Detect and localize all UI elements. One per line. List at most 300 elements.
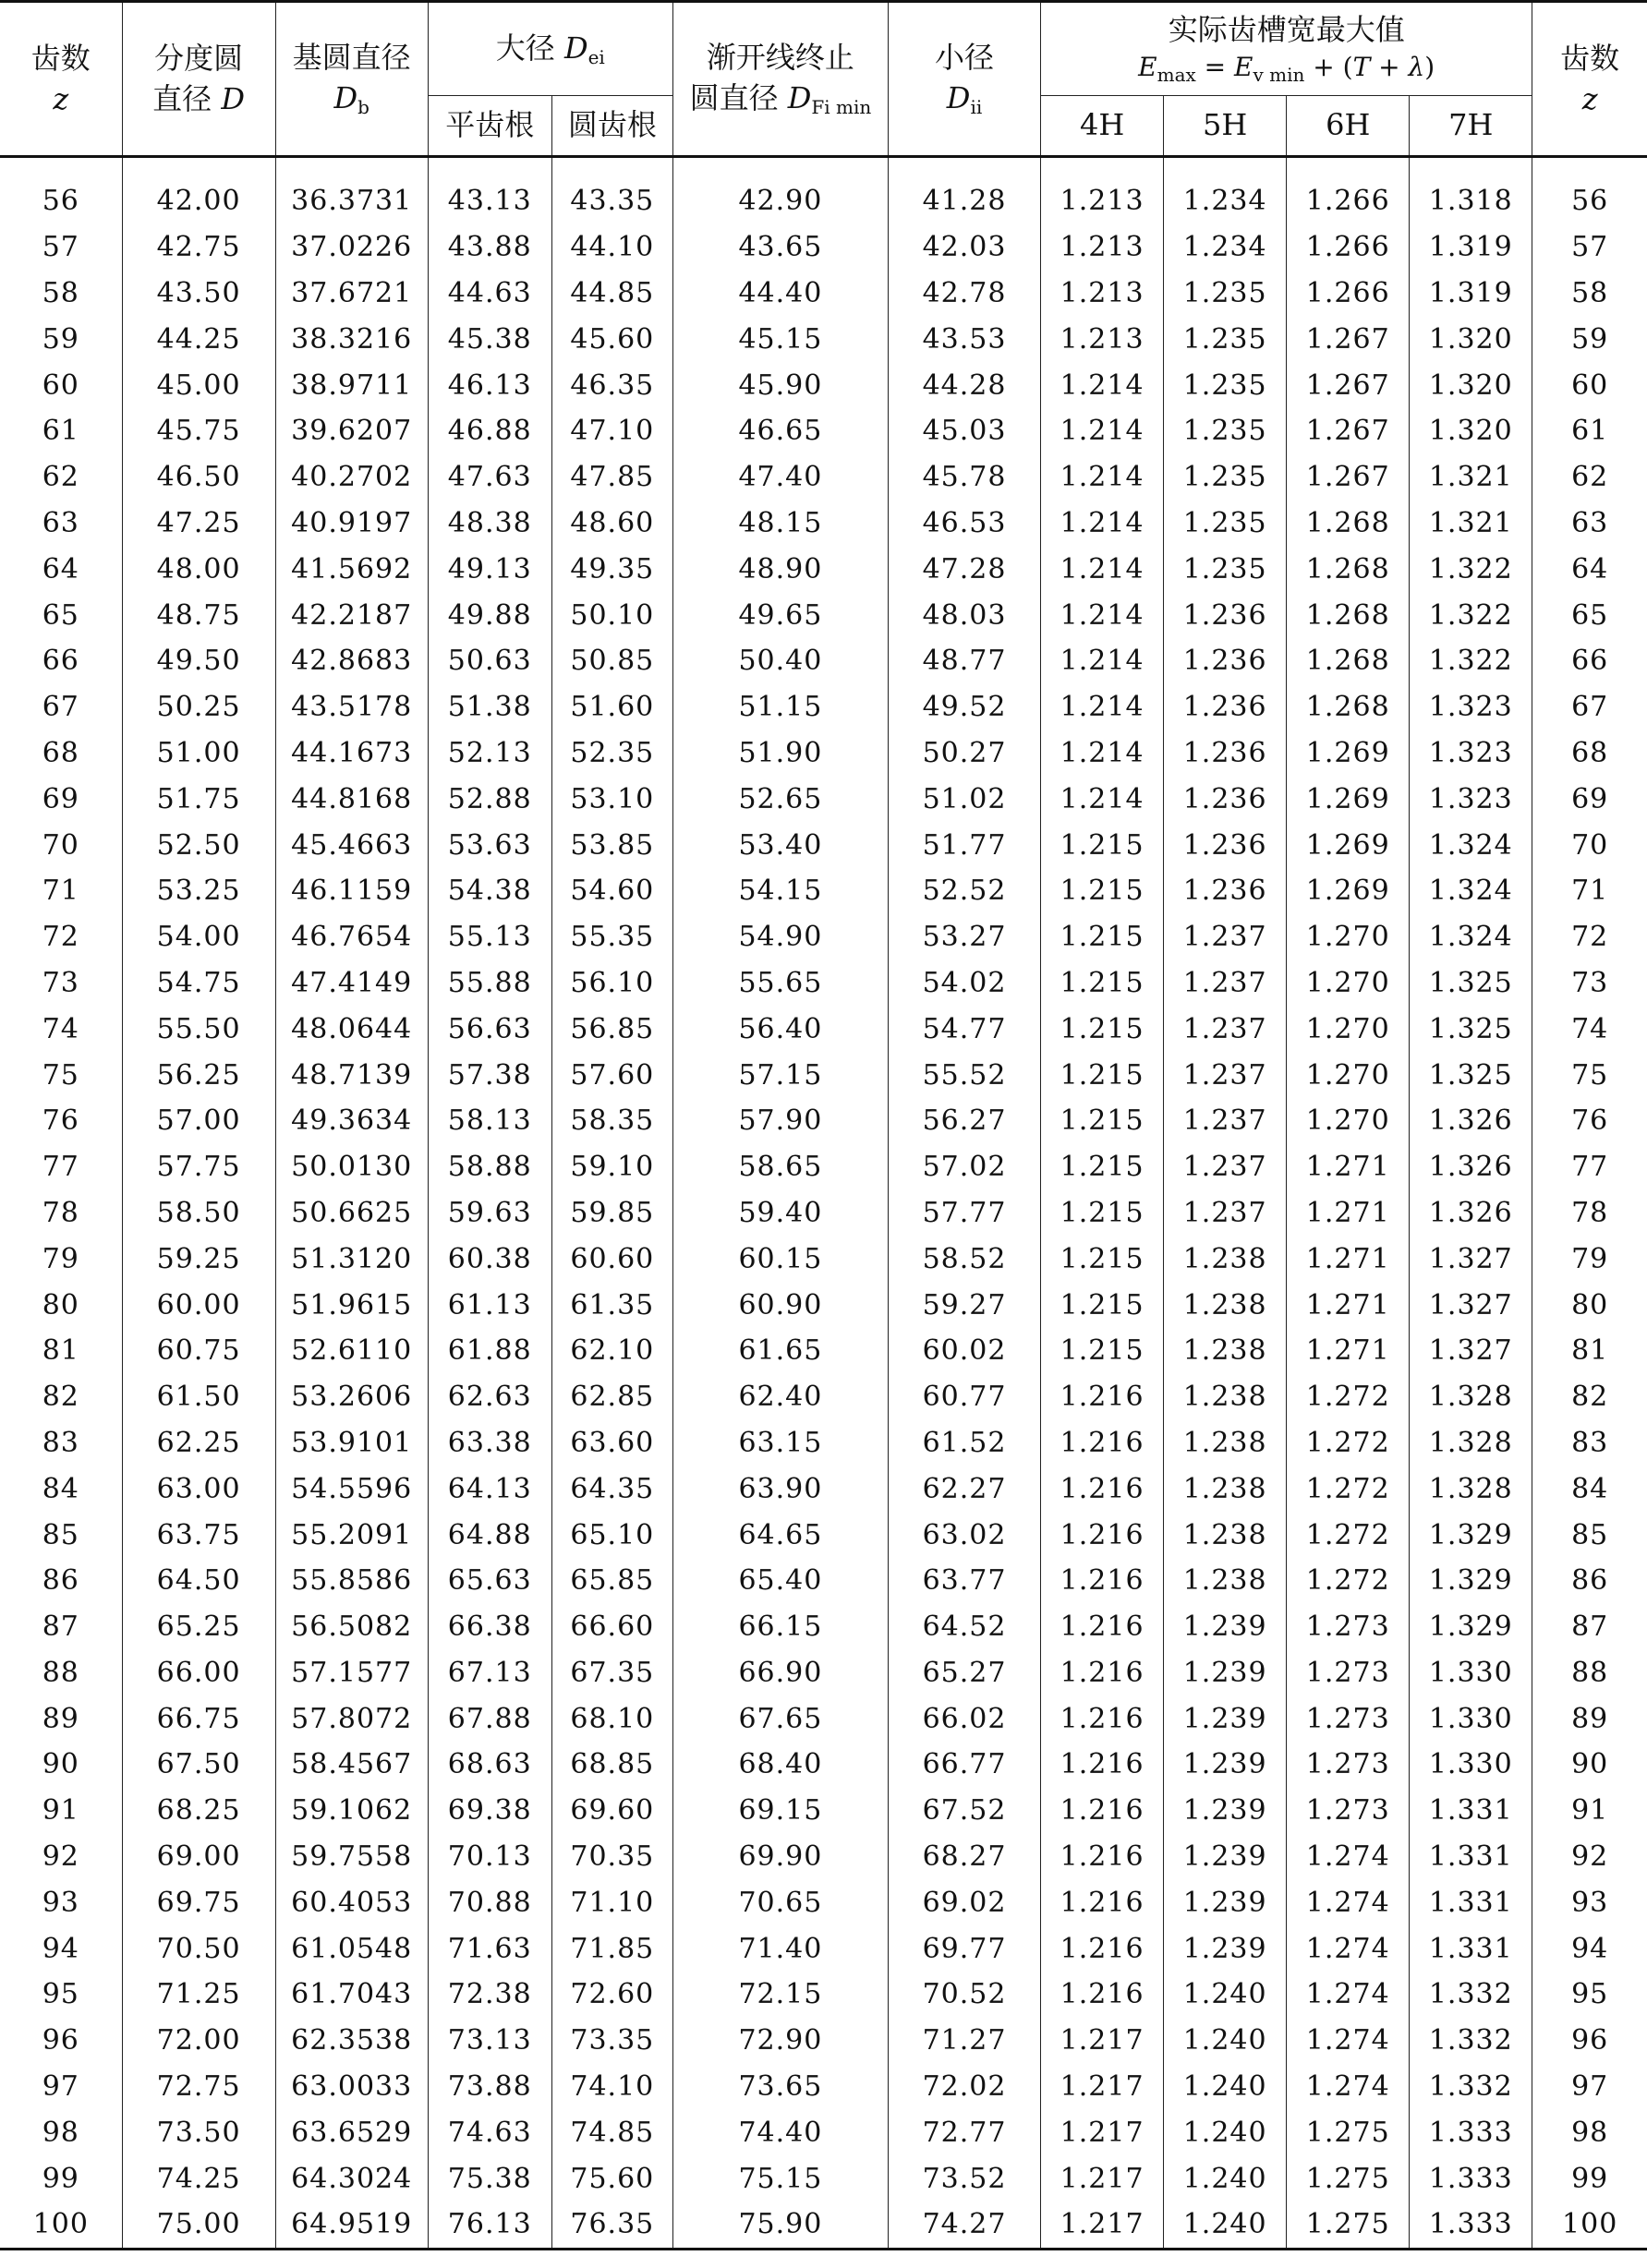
table-cell: 43.13 [428, 178, 551, 224]
table-cell: 1.270 [1287, 1052, 1410, 1098]
table-cell: 1.217 [1041, 2155, 1164, 2202]
table-cell: 56.85 [551, 1006, 672, 1052]
table-cell: 88 [0, 1650, 122, 1696]
table-cell: 83 [1532, 1420, 1647, 1466]
table-cell: 91 [0, 1788, 122, 1834]
table-row [0, 730, 1647, 777]
table-cell: 56.63 [428, 1006, 551, 1052]
table-cell: 65.10 [551, 1512, 672, 1558]
table-cell: 51.9615 [275, 1282, 428, 1328]
table-cell: 74.10 [551, 2064, 672, 2110]
table-cell: 1.238 [1164, 1236, 1287, 1282]
table-cell: 75 [1532, 1052, 1647, 1098]
table-cell: 1.328 [1410, 1466, 1532, 1512]
table-cell: 1.217 [1041, 2202, 1164, 2249]
table-row [0, 2018, 1647, 2064]
table-cell: 1.235 [1164, 546, 1287, 592]
table-cell: 48.77 [888, 638, 1040, 684]
table-cell: 93 [1532, 1879, 1647, 1925]
table-cell: 1.271 [1287, 1144, 1410, 1190]
table-cell: 45.90 [672, 362, 888, 408]
table-cell: 1.332 [1410, 2064, 1532, 2110]
table-cell: 1.216 [1041, 1558, 1164, 1604]
table-cell: 1.275 [1287, 2155, 1410, 2202]
table-cell: 1.275 [1287, 2202, 1410, 2249]
table-cell: 1.236 [1164, 776, 1287, 822]
header-space-label: 实际齿槽宽最大值 [1168, 11, 1405, 47]
table-cell: 1.270 [1287, 914, 1410, 960]
table-cell: 1.268 [1287, 546, 1410, 592]
table-cell: 49.35 [551, 546, 672, 592]
table-cell: 80 [0, 1282, 122, 1328]
header-pitch-diameter [122, 2, 275, 157]
table-cell: 1.330 [1410, 1650, 1532, 1696]
table-cell: 1.237 [1164, 1144, 1287, 1190]
table-cell: 54.77 [888, 1006, 1040, 1052]
table-cell: 1.216 [1041, 1834, 1164, 1880]
table-cell: 1.217 [1041, 2109, 1164, 2155]
table-cell: 1.213 [1041, 178, 1164, 224]
table-cell: 55.8586 [275, 1558, 428, 1604]
table-cell: 79 [0, 1236, 122, 1282]
table-cell: 1.239 [1164, 1834, 1287, 1880]
table-cell: 74 [1532, 1006, 1647, 1052]
table-row [0, 1650, 1647, 1696]
table-cell: 56 [0, 178, 122, 224]
table-cell: 90 [1532, 1742, 1647, 1788]
table-cell: 1.235 [1164, 271, 1287, 317]
table-cell: 57.1577 [275, 1650, 428, 1696]
table-cell: 70.35 [551, 1834, 672, 1880]
table-cell: 1.215 [1041, 1006, 1164, 1052]
header-flat-root: 平齿根 [428, 96, 551, 157]
table-cell: 77 [0, 1144, 122, 1190]
table-cell: 43.65 [672, 224, 888, 271]
table-cell: 49.50 [122, 638, 275, 684]
table-cell: 60.38 [428, 1236, 551, 1282]
table-cell: 53.2606 [275, 1374, 428, 1420]
table-cell: 70.65 [672, 1879, 888, 1925]
table-cell: 1.235 [1164, 501, 1287, 547]
table-cell: 69.77 [888, 1925, 1040, 1972]
table-cell: 43.88 [428, 224, 551, 271]
header-base-diameter [275, 2, 428, 157]
header-teeth-right-label: 齿数 [1560, 41, 1620, 77]
table-cell: 57.77 [888, 1190, 1040, 1237]
table-cell: 44.63 [428, 271, 551, 317]
table-cell: 1.214 [1041, 546, 1164, 592]
table-cell: 56.5082 [275, 1604, 428, 1650]
table-cell: 1.214 [1041, 684, 1164, 730]
table-cell: 67.35 [551, 1650, 672, 1696]
table-cell: 1.328 [1410, 1420, 1532, 1466]
table-cell: 1.238 [1164, 1420, 1287, 1466]
table-cell: 1.216 [1041, 1466, 1164, 1512]
table-cell: 1.236 [1164, 730, 1287, 777]
table-cell: 1.333 [1410, 2202, 1532, 2249]
table-cell: 1.269 [1287, 822, 1410, 868]
table-cell: 1.271 [1287, 1328, 1410, 1374]
table-cell: 48.38 [428, 501, 551, 547]
table-row [0, 2155, 1647, 2202]
table-cell: 89 [1532, 1695, 1647, 1742]
table-cell: 65.25 [122, 1604, 275, 1650]
table-cell: 45.78 [888, 454, 1040, 501]
table-cell: 37.0226 [275, 224, 428, 271]
table-cell: 61.35 [551, 1282, 672, 1328]
table-cell: 70.88 [428, 1879, 551, 1925]
table-body [0, 157, 1647, 2250]
header-pitch-label1: 分度圆 [154, 41, 244, 77]
table-row [0, 822, 1647, 868]
table-cell: 1.271 [1287, 1236, 1410, 1282]
table-cell: 69.00 [122, 1834, 275, 1880]
table-cell: 1.215 [1041, 960, 1164, 1007]
table-cell: 91 [1532, 1788, 1647, 1834]
table-cell: 84 [0, 1466, 122, 1512]
table-cell: 1.267 [1287, 362, 1410, 408]
table-cell: 43.35 [551, 178, 672, 224]
table-cell: 54.02 [888, 960, 1040, 1007]
table-cell: 96 [0, 2018, 122, 2064]
table-cell: 42.78 [888, 271, 1040, 317]
table-cell: 1.329 [1410, 1558, 1532, 1604]
table-cell: 52.13 [428, 730, 551, 777]
table-cell: 99 [0, 2155, 122, 2202]
table-cell: 72.75 [122, 2064, 275, 2110]
table-cell: 1.236 [1164, 638, 1287, 684]
table-cell: 51.60 [551, 684, 672, 730]
table-cell: 71 [1532, 868, 1647, 914]
table-cell: 51.75 [122, 776, 275, 822]
table-cell: 55.65 [672, 960, 888, 1007]
table-cell: 46.13 [428, 362, 551, 408]
header-involute-end [672, 2, 888, 157]
table-cell: 40.9197 [275, 501, 428, 547]
table-cell: 58.50 [122, 1190, 275, 1237]
table-cell: 1.215 [1041, 914, 1164, 960]
table-cell: 74 [0, 1006, 122, 1052]
table-cell: 1.236 [1164, 868, 1287, 914]
table-cell: 1.271 [1287, 1190, 1410, 1237]
table-cell: 75 [0, 1052, 122, 1098]
table-cell: 1.332 [1410, 2018, 1532, 2064]
table-cell: 65 [1532, 592, 1647, 638]
table-cell: 1.239 [1164, 1604, 1287, 1650]
table-cell: 87 [0, 1604, 122, 1650]
header-minor-sub: ii [970, 95, 983, 118]
table-cell: 1.331 [1410, 1834, 1532, 1880]
table-cell: 44.25 [122, 316, 275, 362]
header-base-symbol: D [333, 79, 358, 115]
table-cell: 1.215 [1041, 1236, 1164, 1282]
table-cell: 60.75 [122, 1328, 275, 1374]
table-cell: 75.90 [672, 2202, 888, 2249]
table-row [0, 1512, 1647, 1558]
table-cell: 64.88 [428, 1512, 551, 1558]
table-cell: 59 [1532, 316, 1647, 362]
table-cell: 53.40 [672, 822, 888, 868]
header-involute-label1: 渐开线终止 [706, 40, 854, 76]
table-cell: 1.273 [1287, 1788, 1410, 1834]
table-cell: 59 [0, 316, 122, 362]
table-cell: 58.13 [428, 1098, 551, 1144]
table-cell: 68.40 [672, 1742, 888, 1788]
table-cell: 60.00 [122, 1282, 275, 1328]
table-row [0, 1374, 1647, 1420]
table-cell: 58.35 [551, 1098, 672, 1144]
table-cell: 1.333 [1410, 2155, 1532, 2202]
table-cell: 1.239 [1164, 1879, 1287, 1925]
table-cell: 65.27 [888, 1650, 1040, 1696]
table-cell: 1.238 [1164, 1328, 1287, 1374]
table-cell: 64.65 [672, 1512, 888, 1558]
table-cell: 1.329 [1410, 1512, 1532, 1558]
table-cell: 72 [1532, 914, 1647, 960]
table-cell: 75.15 [672, 2155, 888, 2202]
table-cell: 1.214 [1041, 776, 1164, 822]
table-cell: 1.214 [1041, 592, 1164, 638]
table-cell: 1.271 [1287, 1282, 1410, 1328]
table-cell: 42.90 [672, 178, 888, 224]
table-cell: 1.268 [1287, 501, 1410, 547]
table-cell: 1.215 [1041, 1328, 1164, 1374]
table-cell: 67.88 [428, 1695, 551, 1742]
table-cell: 42.2187 [275, 592, 428, 638]
table-row [0, 1834, 1647, 1880]
table-cell: 70.50 [122, 1925, 275, 1972]
table-cell: 66 [0, 638, 122, 684]
table-cell: 1.322 [1410, 546, 1532, 592]
table-cell: 1.272 [1287, 1374, 1410, 1420]
table-cell: 67.52 [888, 1788, 1040, 1834]
table-cell: 60 [1532, 362, 1647, 408]
table-cell: 51.02 [888, 776, 1040, 822]
table-cell: 63.6529 [275, 2109, 428, 2155]
table-cell: 1.327 [1410, 1328, 1532, 1374]
table-cell: 70 [1532, 822, 1647, 868]
table-row [0, 1466, 1647, 1512]
table-cell: 71.85 [551, 1925, 672, 1972]
table-cell: 47.25 [122, 501, 275, 547]
table-cell: 1.274 [1287, 1879, 1410, 1925]
table-cell: 70.13 [428, 1834, 551, 1880]
table-cell: 59.1062 [275, 1788, 428, 1834]
header-base-sub: b [357, 95, 369, 118]
table-cell: 1.325 [1410, 960, 1532, 1007]
table-cell: 99 [1532, 2155, 1647, 2202]
header-teeth-right-symbol: z [1581, 80, 1598, 116]
table-cell: 1.269 [1287, 776, 1410, 822]
table-cell: 66.90 [672, 1650, 888, 1696]
table-cell: 52.65 [672, 776, 888, 822]
table-cell: 52.88 [428, 776, 551, 822]
table-cell: 1.214 [1041, 454, 1164, 501]
table-cell: 1.331 [1410, 1788, 1532, 1834]
table-cell: 55.2091 [275, 1512, 428, 1558]
table-cell: 1.215 [1041, 822, 1164, 868]
table-cell: 58 [1532, 271, 1647, 317]
table-cell: 43.53 [888, 316, 1040, 362]
header-grade-4h: 4H [1041, 96, 1164, 157]
table-cell: 1.273 [1287, 1604, 1410, 1650]
table-cell: 1.320 [1410, 408, 1532, 454]
table-cell: 74.40 [672, 2109, 888, 2155]
formula-t: T [1352, 52, 1371, 83]
table-cell: 62.40 [672, 1374, 888, 1420]
table-cell: 60 [0, 362, 122, 408]
table-cell: 50.10 [551, 592, 672, 638]
header-involute-symbol: D [787, 79, 812, 115]
table-cell: 1.272 [1287, 1512, 1410, 1558]
table-cell: 1.270 [1287, 1006, 1410, 1052]
table-cell: 72.00 [122, 2018, 275, 2064]
table-cell: 69 [0, 776, 122, 822]
table-cell: 1.216 [1041, 1788, 1164, 1834]
header-round-root: 圆齿根 [551, 96, 672, 157]
table-cell: 46.88 [428, 408, 551, 454]
table-cell: 53.9101 [275, 1420, 428, 1466]
table-cell: 1.213 [1041, 316, 1164, 362]
table-cell: 64.9519 [275, 2202, 428, 2249]
table-row [0, 2064, 1647, 2110]
table-cell: 61.50 [122, 1374, 275, 1420]
table-cell: 52.6110 [275, 1328, 428, 1374]
formula-plus: + [1370, 52, 1409, 83]
table-cell: 50.0130 [275, 1144, 428, 1190]
table-cell: 1.324 [1410, 822, 1532, 868]
header-major-sub: ei [587, 45, 605, 68]
table-cell: 61.88 [428, 1328, 551, 1374]
table-cell: 1.266 [1287, 224, 1410, 271]
table-row [0, 1144, 1647, 1190]
header-pitch-label2: 直径 [152, 80, 212, 116]
table-cell: 72.90 [672, 2018, 888, 2064]
table-cell: 75.38 [428, 2155, 551, 2202]
table-cell: 57.90 [672, 1098, 888, 1144]
table-cell: 71.25 [122, 1972, 275, 2018]
table-cell: 76 [1532, 1098, 1647, 1144]
table-cell: 46.50 [122, 454, 275, 501]
table-cell: 1.234 [1164, 224, 1287, 271]
table-cell: 72 [0, 914, 122, 960]
header-major-diameter [428, 2, 672, 96]
table-cell: 85 [0, 1512, 122, 1558]
table-cell: 1.237 [1164, 1190, 1287, 1237]
table-cell: 1.234 [1164, 178, 1287, 224]
table-cell: 48.00 [122, 546, 275, 592]
table-row [0, 1006, 1647, 1052]
table-cell: 1.235 [1164, 454, 1287, 501]
table-cell: 48.60 [551, 501, 672, 547]
table-cell: 65.40 [672, 1558, 888, 1604]
table-cell: 1.268 [1287, 684, 1410, 730]
table-cell: 56 [1532, 178, 1647, 224]
header-teeth-symbol: z [53, 80, 69, 116]
table-cell: 61.52 [888, 1420, 1040, 1466]
header-teeth [0, 2, 122, 157]
table-cell: 1.325 [1410, 1006, 1532, 1052]
table-cell: 59.7558 [275, 1834, 428, 1880]
table-cell: 82 [1532, 1374, 1647, 1420]
table-cell: 73.35 [551, 2018, 672, 2064]
spacer-row [0, 157, 1647, 179]
table-cell: 72.02 [888, 2064, 1040, 2110]
table-cell: 85 [1532, 1512, 1647, 1558]
table-cell: 65 [0, 592, 122, 638]
table-cell: 47.85 [551, 454, 672, 501]
table-cell: 44.85 [551, 271, 672, 317]
table-cell: 1.272 [1287, 1466, 1410, 1512]
table-cell: 84 [1532, 1466, 1647, 1512]
table-cell: 59.25 [122, 1236, 275, 1282]
table-cell: 45.15 [672, 316, 888, 362]
table-cell: 47.28 [888, 546, 1040, 592]
table-cell: 1.329 [1410, 1604, 1532, 1650]
table-cell: 1.216 [1041, 1374, 1164, 1420]
table-cell: 65.63 [428, 1558, 551, 1604]
table-cell: 50.25 [122, 684, 275, 730]
table-row [0, 868, 1647, 914]
table-cell: 1.215 [1041, 1144, 1164, 1190]
table-cell: 66.75 [122, 1695, 275, 1742]
table-cell: 54.00 [122, 914, 275, 960]
table-row [0, 1695, 1647, 1742]
table-cell: 95 [1532, 1972, 1647, 2018]
table-cell: 46.35 [551, 362, 672, 408]
table-cell: 41.5692 [275, 546, 428, 592]
table-cell: 39.6207 [275, 408, 428, 454]
table-cell: 1.214 [1041, 362, 1164, 408]
table-cell: 57.15 [672, 1052, 888, 1098]
table-cell: 54.5596 [275, 1466, 428, 1512]
table-cell: 63.77 [888, 1558, 1040, 1604]
table-cell: 73.50 [122, 2109, 275, 2155]
table-cell: 50.6625 [275, 1190, 428, 1237]
table-row [0, 408, 1647, 454]
table-cell: 1.240 [1164, 2018, 1287, 2064]
table-cell: 42.8683 [275, 638, 428, 684]
table-cell: 1.267 [1287, 316, 1410, 362]
table-cell: 71.40 [672, 1925, 888, 1972]
table-cell: 1.266 [1287, 271, 1410, 317]
table-cell: 81 [1532, 1328, 1647, 1374]
table-cell: 1.267 [1287, 408, 1410, 454]
header-space-formula [1041, 50, 1532, 88]
table-cell: 1.320 [1410, 316, 1532, 362]
table-cell: 1.321 [1410, 501, 1532, 547]
table-cell: 1.272 [1287, 1558, 1410, 1604]
table-cell: 86 [1532, 1558, 1647, 1604]
table-cell: 63.38 [428, 1420, 551, 1466]
table-cell: 69.60 [551, 1788, 672, 1834]
table-cell: 1.319 [1410, 271, 1532, 317]
table-row [0, 1558, 1647, 1604]
table-cell: 64.13 [428, 1466, 551, 1512]
formula-open: + ( [1304, 52, 1353, 83]
table-row [0, 2202, 1647, 2249]
table-cell: 1.215 [1041, 1190, 1164, 1237]
table-cell: 63.15 [672, 1420, 888, 1466]
table-cell: 46.7654 [275, 914, 428, 960]
table-cell: 63.60 [551, 1420, 672, 1466]
table-cell: 1.216 [1041, 1650, 1164, 1696]
table-cell: 1.236 [1164, 592, 1287, 638]
table-cell: 44.8168 [275, 776, 428, 822]
table-cell: 66.38 [428, 1604, 551, 1650]
table-cell: 63 [1532, 501, 1647, 547]
table-cell: 64.35 [551, 1466, 672, 1512]
